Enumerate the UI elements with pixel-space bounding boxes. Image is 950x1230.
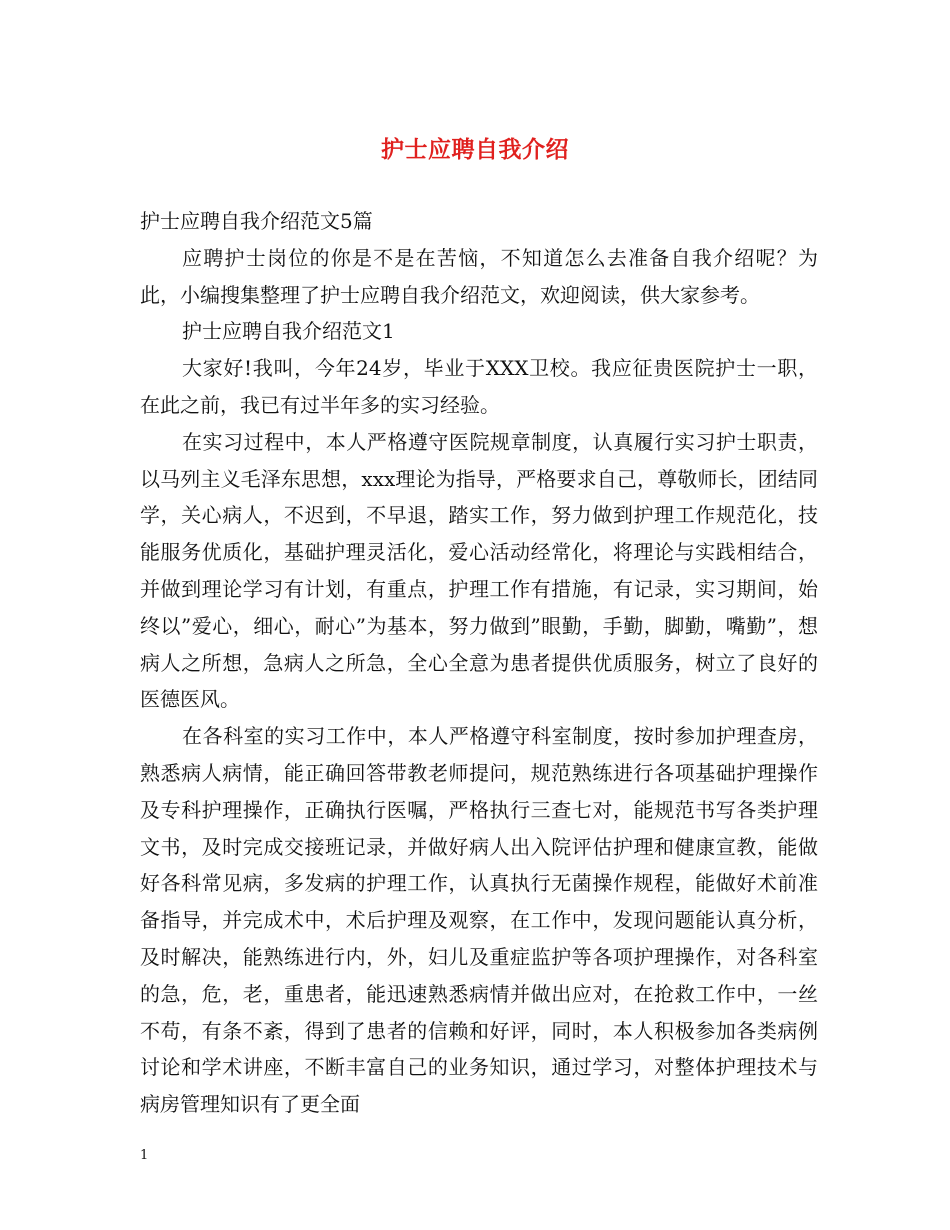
section-heading: 护士应聘自我介绍范文1	[182, 319, 395, 344]
document-subtitle: 护士应聘自我介绍范文5篇	[140, 209, 373, 233]
document-title: 护士应聘自我介绍	[381, 136, 569, 163]
intro-paragraph: 应聘护士岗位的你是不是在苦恼，不知道怎么去准备自我介绍呢？为此，小编搜集整理了护士应聘自我介绍范文，欢迎阅读，供大家参考。	[140, 245, 818, 307]
page-number: 1	[140, 1148, 149, 1163]
document-body	[140, 203, 818, 1123]
body-paragraph: 大家好!我叫，今年24岁，毕业于XXX卫校。我应征贵医院护士一职，在此之前，我已有过半年多的实习经验。	[140, 356, 818, 417]
body-paragraph: 在实习过程中，本人严格遵守医院规章制度，认真履行实习护士职责，以马列主义毛泽东思想，xxx理论为指导，严格要求自己，尊敬师长，团结同学，关心病人，不迟到，不早退，踏实工作，努力做到护理工作规范化，技能服务优质化，基础护理灵活化，爱心活动经常化，将理论与实践相结合，并做到理论学习有计划，有重点，护理工作有措施，有记录，实习期间，始终以”爱心，细心，耐心”为基本，努力做到”眼勤，手勤，脚勤，嘴勤”，想病人之所想，急病人之所急，全心全意为患者提供优质服务，树立了良好的医德医风。	[140, 429, 818, 712]
body-paragraph: 在各科室的实习工作中，本人严格遵守科室制度，按时参加护理查房，熟悉病人病情，能正确回答带教老师提问，规范熟练进行各项基础护理操作及专科护理操作，正确执行医嘱，严格执行三查七对，能规范书写各类护理文书，及时完成交接班记录，并做好病人出入院评估护理和健康宣教，能做好各科常见病，多发病的护理工作，认真执行无菌操作规程，能做好术前准备指导，并完成术中，术后护理及观察，在工作中，发现问题能认真分析，及时解决，能熟练进行内，外，妇儿及重症监护等各项护理操作，对各科室的急，危，老，重患者，能迅速熟悉病情并做出应对，在抢救工作中，一丝不苟，有条不紊，得到了患者的信赖和好评，同时，本人积极参加各类病例讨论和学术讲座，不断丰富自己的业务知识，通过学习，对整体护理技术与病房管理知识有了更全面	[140, 724, 818, 1117]
